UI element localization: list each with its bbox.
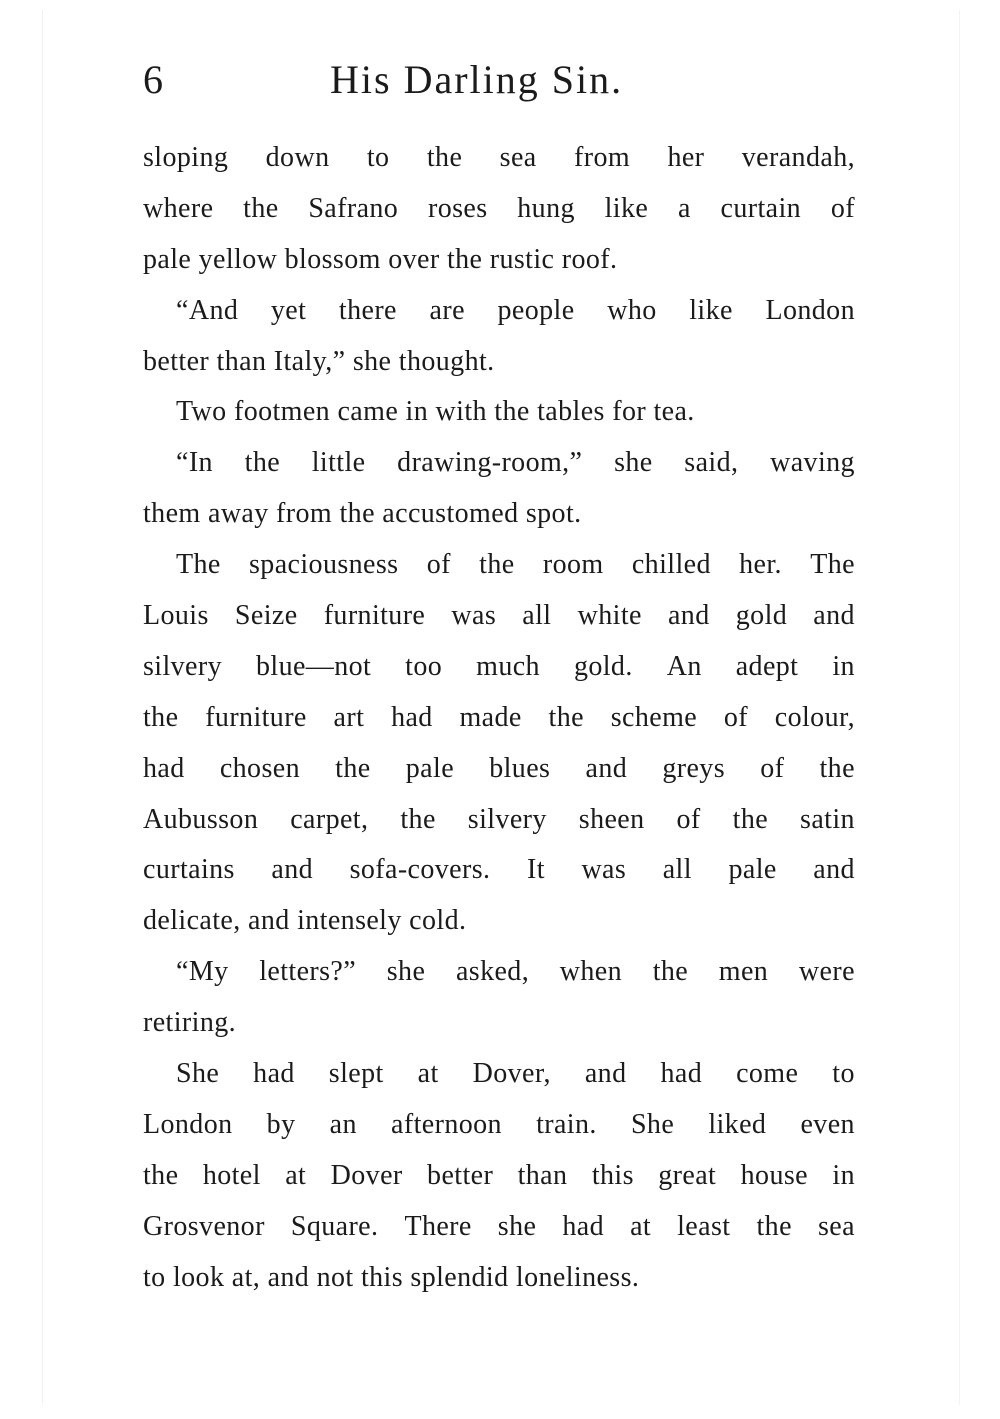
word: carpet, (290, 803, 369, 835)
text-line (143, 744, 855, 795)
word: this (591, 1159, 634, 1191)
word: in (832, 1159, 855, 1191)
word: silvery (143, 650, 223, 682)
word: She (630, 1108, 675, 1140)
word: sofa-covers. (349, 854, 491, 886)
word: people (497, 294, 575, 326)
text-line (143, 438, 855, 489)
word: little (311, 447, 366, 479)
text-line: to look at, and not this splendid loneliness. (143, 1261, 640, 1293)
word: she (386, 956, 426, 988)
word: Square. (290, 1210, 379, 1242)
word: silvery (467, 803, 547, 835)
word: the (819, 752, 855, 784)
word: and (585, 752, 628, 784)
word: An (666, 650, 702, 682)
page-header (143, 55, 855, 115)
text-line: them away from the accustomed spot. (143, 498, 582, 530)
text-line (143, 1100, 855, 1151)
word: It (526, 854, 545, 886)
word: too (405, 650, 443, 682)
page-number: 6 (143, 57, 164, 102)
text-line: pale yellow blossom over the rustic roof. (143, 243, 618, 275)
word: to (832, 1058, 855, 1090)
word: of (676, 803, 701, 835)
word: are (429, 294, 465, 326)
text-line (143, 1151, 855, 1202)
word: curtain (720, 192, 802, 224)
word: liked (708, 1108, 767, 1140)
running-title: His Darling Sin. (330, 57, 624, 102)
word: the (652, 956, 689, 988)
word: waving (770, 447, 855, 479)
word: the (400, 803, 436, 835)
word: in (832, 650, 855, 682)
word: great (658, 1159, 717, 1191)
word: hung (517, 192, 575, 224)
word: room (542, 549, 604, 581)
word: of (426, 549, 451, 581)
word: house (740, 1159, 808, 1191)
word: colour, (774, 701, 855, 733)
word: verandah, (741, 142, 855, 173)
word: had (391, 701, 433, 733)
word: the (335, 752, 371, 784)
word: asked, (455, 956, 530, 988)
word: were (798, 956, 855, 988)
body-text (143, 133, 855, 1303)
word: “And (176, 294, 239, 326)
word: sea (499, 142, 537, 173)
word: slept (328, 1058, 384, 1090)
word: who (607, 294, 657, 326)
word: the (143, 1159, 179, 1191)
text-line (143, 286, 855, 337)
text-line (143, 133, 855, 184)
word: adept (735, 650, 799, 682)
word: at (630, 1210, 652, 1242)
word: had (253, 1058, 295, 1090)
word: greys (662, 752, 725, 784)
word: much (476, 650, 540, 682)
text-line (143, 1049, 855, 1100)
word: like (604, 192, 649, 224)
word: London (765, 294, 855, 326)
word: spaciousness (249, 549, 399, 581)
word: of (760, 752, 785, 784)
word: and (813, 600, 855, 632)
word: sloping (143, 142, 229, 173)
word: come (736, 1058, 799, 1090)
word: even (800, 1108, 855, 1140)
word: furniture (323, 600, 426, 632)
text-line: delicate, and intensely cold. (143, 905, 467, 937)
word: chilled (631, 549, 711, 581)
word: pale (728, 854, 777, 886)
word: made (459, 701, 522, 733)
text-line (143, 184, 855, 235)
word: had (143, 752, 185, 784)
word: chosen (219, 752, 300, 784)
word: an (329, 1108, 357, 1140)
word: blue—not (256, 650, 372, 682)
word: Louis (143, 600, 209, 632)
text-line: Two footmen came in with the tables for tea. (176, 396, 695, 428)
text-line (143, 693, 855, 744)
word: and (271, 854, 314, 886)
word: the (244, 447, 281, 479)
word: afternoon (391, 1108, 502, 1140)
word: train. (536, 1108, 597, 1140)
word: all (662, 854, 692, 886)
word: There (404, 1210, 472, 1242)
word: better (427, 1159, 494, 1191)
word: the (243, 192, 279, 224)
word: yet (270, 294, 307, 326)
word: had (660, 1058, 703, 1090)
word: had (562, 1210, 605, 1242)
text-line (143, 642, 855, 693)
word: gold (735, 600, 788, 632)
word: “My (176, 956, 229, 988)
word: gold. (573, 650, 633, 682)
text-line (143, 947, 855, 998)
word: letters?” (259, 956, 357, 988)
word: was (451, 600, 497, 632)
word: scheme (610, 701, 698, 733)
word: The (810, 549, 855, 581)
word: there (338, 294, 397, 326)
word: and (584, 1058, 627, 1090)
word: Safrano (308, 192, 399, 224)
word: when (559, 956, 623, 988)
word: said, (684, 447, 739, 479)
word: curtains (143, 854, 235, 886)
word: by (266, 1108, 296, 1140)
word: of (830, 192, 855, 224)
word: sheen (578, 803, 645, 835)
text-line: better than Italy,” she thought. (143, 345, 495, 377)
word: she (497, 1210, 537, 1242)
word: and (813, 854, 855, 886)
word: white (577, 600, 642, 632)
word: her. (739, 549, 782, 581)
word: roses (427, 192, 488, 224)
word: Dover (330, 1159, 403, 1191)
text-line (143, 1202, 855, 1253)
word: the (548, 701, 584, 733)
word: at (285, 1159, 307, 1191)
text-line: retiring. (143, 1007, 237, 1039)
word: at (417, 1058, 439, 1090)
word: men (718, 956, 769, 988)
word: from (574, 142, 631, 173)
word: Seize (234, 600, 298, 632)
word: Aubusson (143, 803, 259, 835)
word: Grosvenor (143, 1210, 265, 1242)
word: Dover, (472, 1058, 551, 1090)
word: down (265, 142, 330, 173)
word: to (366, 142, 390, 173)
text-line (143, 591, 855, 642)
text-line (143, 795, 855, 846)
word: than (517, 1159, 568, 1191)
word: “In (176, 447, 213, 479)
word: the (479, 549, 515, 581)
word: art (333, 701, 365, 733)
word: was (581, 854, 627, 886)
word: blues (489, 752, 551, 784)
word: where (143, 192, 214, 224)
word: all (522, 600, 552, 632)
word: least (677, 1210, 731, 1242)
word: She (176, 1058, 220, 1090)
word: the (732, 803, 769, 835)
text-line (143, 845, 855, 896)
word: hotel (202, 1159, 261, 1191)
word: furniture (205, 701, 307, 733)
word: of (723, 701, 748, 733)
word: and (667, 600, 710, 632)
word: satin (800, 803, 855, 835)
word: the (143, 701, 179, 733)
word: sea (817, 1210, 855, 1242)
word: she (614, 447, 653, 479)
word: the (426, 142, 463, 173)
word: The (176, 549, 221, 581)
word: her (667, 142, 705, 173)
word: the (756, 1210, 792, 1242)
word: drawing-room,” (397, 447, 583, 479)
text-line (143, 540, 855, 591)
word: London (143, 1108, 233, 1140)
word: a (677, 192, 691, 224)
word: pale (405, 752, 455, 784)
word: like (689, 294, 733, 326)
